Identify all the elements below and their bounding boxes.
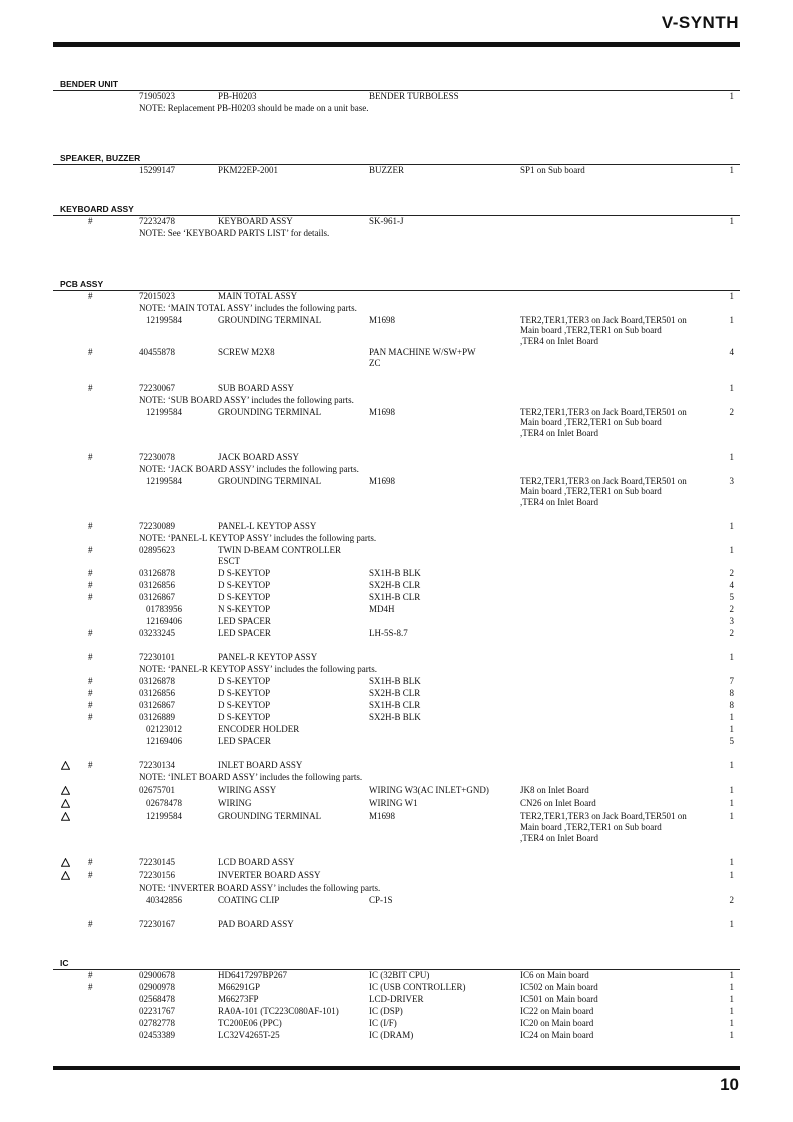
part-location: IC20 on Main board <box>520 1018 594 1028</box>
mark-symbol: # <box>88 970 93 980</box>
caution-triangle-icon <box>61 871 70 880</box>
section-title: BENDER UNIT <box>60 79 119 89</box>
mark-symbol: # <box>88 568 93 578</box>
part-model: RA0A-101 (TC223C080AF-101) <box>218 1006 339 1016</box>
part-quantity: 1 <box>729 165 734 175</box>
part-quantity: 7 <box>729 676 734 686</box>
part-quantity: 1 <box>729 216 734 226</box>
part-location: IC22 on Main board <box>520 1006 594 1016</box>
part-model: COATING CLIP <box>218 895 280 905</box>
part-location: TER2,TER1,TER3 on Jack Board,TER501 on <box>520 407 687 417</box>
table-row <box>53 91 740 103</box>
part-model: SUB BOARD ASSY <box>218 383 295 393</box>
part-description: SX1H-B CLR <box>369 700 421 710</box>
part-quantity: 1 <box>729 1030 734 1040</box>
part-number: 72232478 <box>139 216 175 226</box>
part-location: SP1 on Sub board <box>520 165 585 175</box>
part-quantity: 8 <box>729 688 734 698</box>
part-location: TER2,TER1,TER3 on Jack Board,TER501 on <box>520 315 687 325</box>
part-quantity: 1 <box>729 994 734 1004</box>
part-model: LED SPACER <box>218 628 271 638</box>
note-row <box>53 533 740 545</box>
part-model: GROUNDING TERMINAL <box>218 407 322 417</box>
part-model: PKM22EP-2001 <box>218 165 279 175</box>
note-text: NOTE: ‘PANEL-R KEYTOP ASSY’ includes the following parts. <box>139 664 377 674</box>
part-model: D S-KEYTOP <box>218 580 271 590</box>
table-row <box>53 676 740 688</box>
part-location: CN26 on Inlet Board <box>520 798 596 808</box>
part-description: SX2H-B CLR <box>369 580 421 590</box>
part-description: IC (DSP) <box>369 1006 403 1016</box>
part-quantity: 1 <box>729 291 734 301</box>
table-row <box>53 428 740 440</box>
part-location: JK8 on Inlet Board <box>520 785 589 795</box>
mark-symbol: # <box>88 521 93 531</box>
table-row <box>53 1018 740 1030</box>
part-model: D S-KEYTOP <box>218 688 271 698</box>
table-row <box>53 712 740 724</box>
part-quantity: 2 <box>729 407 734 417</box>
part-model: M66273FP <box>218 994 259 1004</box>
part-description: SX2H-B BLK <box>369 712 421 722</box>
table-row <box>53 604 740 616</box>
part-number: 03126867 <box>139 592 175 602</box>
part-number: 72230078 <box>139 452 175 462</box>
part-model: INLET BOARD ASSY <box>218 760 303 770</box>
caution-triangle-icon <box>61 761 70 770</box>
part-model: GROUNDING TERMINAL <box>218 476 322 486</box>
table-row <box>53 700 740 712</box>
caution-triangle-icon <box>61 812 70 821</box>
part-quantity: 1 <box>729 919 734 929</box>
part-quantity: 5 <box>729 592 734 602</box>
note-text: NOTE: See ‘KEYBOARD PARTS LIST’ for details. <box>139 228 330 238</box>
part-model: LED SPACER <box>218 616 271 626</box>
table-row <box>53 165 740 177</box>
note-row <box>53 772 740 784</box>
part-quantity: 1 <box>729 545 734 555</box>
caution-triangle-icon <box>61 858 70 867</box>
mark-symbol: # <box>88 676 93 686</box>
part-location: ,TER4 on Inlet Board <box>520 428 598 438</box>
part-model: JACK BOARD ASSY <box>218 452 300 462</box>
mark-symbol: # <box>88 545 93 555</box>
table-row <box>53 982 740 994</box>
part-location: Main board ,TER2,TER1 on Sub board <box>520 325 662 335</box>
part-number: 01783956 <box>146 604 182 614</box>
mark-symbol: # <box>88 870 93 880</box>
part-number: 03126878 <box>139 568 175 578</box>
part-quantity: 1 <box>729 1018 734 1028</box>
part-number: 02678478 <box>146 798 182 808</box>
table-row <box>53 580 740 592</box>
part-number: 12169406 <box>146 736 182 746</box>
page-number: 10 <box>720 1075 739 1094</box>
part-description: MD4H <box>369 604 395 614</box>
part-number: 02231767 <box>139 1006 175 1016</box>
header-rule <box>53 42 740 47</box>
mark-symbol: # <box>88 291 93 301</box>
part-model: WIRING ASSY <box>218 785 277 795</box>
part-number: 72230145 <box>139 857 175 867</box>
part-number: 12169406 <box>146 616 182 626</box>
part-description: M1698 <box>369 407 396 417</box>
note-row <box>53 228 740 240</box>
part-description: CP-1S <box>369 895 393 905</box>
part-number: 72230101 <box>139 652 175 662</box>
part-model: PANEL-R KEYTOP ASSY <box>218 652 318 662</box>
part-description: PAN MACHINE W/SW+PW <box>369 347 476 357</box>
part-model: ENCODER HOLDER <box>218 724 300 734</box>
section-title: SPEAKER, BUZZER <box>60 153 141 163</box>
part-number: 03126856 <box>139 580 175 590</box>
footer-rule <box>53 1066 740 1070</box>
part-location: ,TER4 on Inlet Board <box>520 833 598 843</box>
table-row <box>53 592 740 604</box>
part-model: LC32V4265T-25 <box>218 1030 280 1040</box>
note-text: NOTE: ‘PANEL-L KEYTOP ASSY’ includes the following parts. <box>139 533 377 543</box>
part-description: SX1H-B BLK <box>369 568 421 578</box>
mark-symbol: # <box>88 712 93 722</box>
part-number: 12199584 <box>146 811 182 821</box>
mark-symbol: # <box>88 652 93 662</box>
table-row <box>53 895 740 907</box>
part-description: WIRING W1 <box>369 798 418 808</box>
part-location: IC6 on Main board <box>520 970 589 980</box>
part-model: PANEL-L KEYTOP ASSY <box>218 521 317 531</box>
part-number: 02900978 <box>139 982 175 992</box>
part-quantity: 1 <box>729 712 734 722</box>
note-text: NOTE: ‘SUB BOARD ASSY’ includes the following parts. <box>139 395 354 405</box>
table-row <box>53 785 740 797</box>
table-row <box>53 1030 740 1042</box>
part-model: LED SPACER <box>218 736 271 746</box>
table-row <box>53 452 740 464</box>
part-description: SX1H-B CLR <box>369 592 421 602</box>
table-row <box>53 497 740 509</box>
part-quantity: 8 <box>729 700 734 710</box>
note-text: NOTE: ‘INLET BOARD ASSY’ includes the following parts. <box>139 772 363 782</box>
part-model: HD6417297BP267 <box>218 970 288 980</box>
part-number: 40342856 <box>146 895 182 905</box>
note-row <box>53 303 740 315</box>
part-number: 02568478 <box>139 994 175 1004</box>
part-number: 72230067 <box>139 383 175 393</box>
table-row <box>53 919 740 931</box>
part-number: 72230089 <box>139 521 175 531</box>
note-row <box>53 883 740 895</box>
table-row <box>53 970 740 982</box>
part-description: BUZZER <box>369 165 404 175</box>
part-location: Main board ,TER2,TER1 on Sub board <box>520 486 662 496</box>
note-text: NOTE: ‘JACK BOARD ASSY’ includes the following parts. <box>139 464 359 474</box>
part-quantity: 5 <box>729 736 734 746</box>
part-number: 12199584 <box>146 315 182 325</box>
part-description: ZC <box>369 358 381 368</box>
part-location: TER2,TER1,TER3 on Jack Board,TER501 on <box>520 476 687 486</box>
part-model: INVERTER BOARD ASSY <box>218 870 321 880</box>
part-number: 02782778 <box>139 1018 175 1028</box>
table-row <box>53 760 740 772</box>
part-number: 02675701 <box>139 785 175 795</box>
part-number: 02895623 <box>139 545 175 555</box>
part-location: IC502 on Main board <box>520 982 598 992</box>
part-number: 03126856 <box>139 688 175 698</box>
table-row <box>53 628 740 640</box>
part-number: 02453389 <box>139 1030 175 1040</box>
part-number: 12199584 <box>146 476 182 486</box>
part-location: Main board ,TER2,TER1 on Sub board <box>520 822 662 832</box>
table-row <box>53 568 740 580</box>
part-model: M66291GP <box>218 982 261 992</box>
part-description: IC (USB CONTROLLER) <box>369 982 466 992</box>
part-quantity: 1 <box>729 970 734 980</box>
part-number: 12199584 <box>146 407 182 417</box>
part-location: TER2,TER1,TER3 on Jack Board,TER501 on <box>520 811 687 821</box>
part-model: D S-KEYTOP <box>218 700 271 710</box>
part-quantity: 1 <box>729 798 734 808</box>
mark-symbol: # <box>88 383 93 393</box>
table-row <box>53 1006 740 1018</box>
part-model: N S-KEYTOP <box>218 604 271 614</box>
part-number: 72230156 <box>139 870 175 880</box>
part-quantity: 1 <box>729 724 734 734</box>
note-row <box>53 664 740 676</box>
table-row <box>53 556 740 568</box>
part-number: 03233245 <box>139 628 175 638</box>
part-model: ESCT <box>218 556 241 566</box>
part-description: LH-5S-8.7 <box>369 628 408 638</box>
part-model: D S-KEYTOP <box>218 592 271 602</box>
part-location: ,TER4 on Inlet Board <box>520 336 598 346</box>
section-title: IC <box>60 958 69 968</box>
part-quantity: 2 <box>729 604 734 614</box>
part-description: M1698 <box>369 476 396 486</box>
mark-symbol: # <box>88 982 93 992</box>
mark-symbol: # <box>88 592 93 602</box>
part-quantity: 4 <box>729 580 734 590</box>
caution-triangle-icon <box>61 786 70 795</box>
mark-symbol: # <box>88 700 93 710</box>
part-number: 03126878 <box>139 676 175 686</box>
mark-symbol: # <box>88 919 93 929</box>
part-description: SK-961-J <box>369 216 404 226</box>
part-location: IC501 on Main board <box>520 994 598 1004</box>
part-quantity: 2 <box>729 628 734 638</box>
part-number: 15299147 <box>139 165 175 175</box>
section-title: PCB ASSY <box>60 279 104 289</box>
part-model: GROUNDING TERMINAL <box>218 315 322 325</box>
part-model: TC200E06 (PPC) <box>218 1018 282 1028</box>
part-model: SCREW M2X8 <box>218 347 275 357</box>
note-row <box>53 395 740 407</box>
table-row <box>53 724 740 736</box>
part-number: 72230134 <box>139 760 175 770</box>
part-quantity: 1 <box>729 811 734 821</box>
note-text: NOTE: ‘MAIN TOTAL ASSY’ includes the following parts. <box>139 303 357 313</box>
part-quantity: 1 <box>729 383 734 393</box>
part-quantity: 1 <box>729 1006 734 1016</box>
note-row <box>53 464 740 476</box>
part-description: IC (32BIT CPU) <box>369 970 430 980</box>
part-model: WIRING <box>218 798 252 808</box>
mark-symbol: # <box>88 857 93 867</box>
table-row <box>53 870 740 882</box>
mark-symbol: # <box>88 452 93 462</box>
part-number: 72230167 <box>139 919 175 929</box>
part-model: KEYBOARD ASSY <box>218 216 293 226</box>
table-row <box>53 688 740 700</box>
note-text: NOTE: Replacement PB-H0203 should be made on a unit base. <box>139 103 369 113</box>
part-number: 71905023 <box>139 91 175 101</box>
part-quantity: 3 <box>729 616 734 626</box>
part-number: 40455878 <box>139 347 175 357</box>
table-row <box>53 994 740 1006</box>
part-description: IC (DRAM) <box>369 1030 414 1040</box>
part-model: PAD BOARD ASSY <box>218 919 294 929</box>
part-quantity: 1 <box>729 315 734 325</box>
table-row <box>53 291 740 303</box>
table-row <box>53 833 740 845</box>
part-quantity: 1 <box>729 785 734 795</box>
mark-symbol: # <box>88 216 93 226</box>
part-number: 03126889 <box>139 712 175 722</box>
table-row <box>53 652 740 664</box>
part-quantity: 1 <box>729 652 734 662</box>
section-title: KEYBOARD ASSY <box>60 204 134 214</box>
table-row <box>53 736 740 748</box>
mark-symbol: # <box>88 580 93 590</box>
part-quantity: 1 <box>729 760 734 770</box>
part-number: 03126867 <box>139 700 175 710</box>
note-row <box>53 103 740 115</box>
table-row <box>53 521 740 533</box>
mark-symbol: # <box>88 760 93 770</box>
part-description: BENDER TURBOLESS <box>369 91 459 101</box>
part-quantity: 3 <box>729 476 734 486</box>
part-location: IC24 on Main board <box>520 1030 594 1040</box>
table-row <box>53 383 740 395</box>
table-row <box>53 216 740 228</box>
part-quantity: 1 <box>729 982 734 992</box>
part-description: M1698 <box>369 811 396 821</box>
part-quantity: 1 <box>729 452 734 462</box>
mark-symbol: # <box>88 347 93 357</box>
part-quantity: 4 <box>729 347 734 357</box>
part-model: D S-KEYTOP <box>218 568 271 578</box>
part-model: GROUNDING TERMINAL <box>218 811 322 821</box>
part-quantity: 1 <box>729 857 734 867</box>
part-number: 72015023 <box>139 291 175 301</box>
part-model: MAIN TOTAL ASSY <box>218 291 298 301</box>
part-number: 02123012 <box>146 724 182 734</box>
part-quantity: 1 <box>729 521 734 531</box>
table-row <box>53 798 740 810</box>
part-description: M1698 <box>369 315 396 325</box>
part-number: 02900678 <box>139 970 175 980</box>
part-model: LCD BOARD ASSY <box>218 857 295 867</box>
note-text: NOTE: ‘INVERTER BOARD ASSY’ includes the following parts. <box>139 883 381 893</box>
table-row <box>53 857 740 869</box>
part-model: D S-KEYTOP <box>218 676 271 686</box>
part-description: SX1H-B BLK <box>369 676 421 686</box>
part-description: IC (I/F) <box>369 1018 397 1028</box>
part-model: TWIN D-BEAM CONTROLLER <box>218 545 341 555</box>
part-description: SX2H-B CLR <box>369 688 421 698</box>
table-row <box>53 616 740 628</box>
table-row <box>53 358 740 370</box>
part-description: LCD-DRIVER <box>369 994 424 1004</box>
mark-symbol: # <box>88 688 93 698</box>
part-quantity: 2 <box>729 895 734 905</box>
part-description: WIRING W3(AC INLET+GND) <box>369 785 489 795</box>
part-quantity: 1 <box>729 91 734 101</box>
part-quantity: 2 <box>729 568 734 578</box>
part-quantity: 1 <box>729 870 734 880</box>
part-model: PB-H0203 <box>218 91 257 101</box>
caution-triangle-icon <box>61 799 70 808</box>
part-location: Main board ,TER2,TER1 on Sub board <box>520 417 662 427</box>
brand-title: V-SYNTH <box>661 13 739 32</box>
mark-symbol: # <box>88 628 93 638</box>
part-model: D S-KEYTOP <box>218 712 271 722</box>
part-location: ,TER4 on Inlet Board <box>520 497 598 507</box>
